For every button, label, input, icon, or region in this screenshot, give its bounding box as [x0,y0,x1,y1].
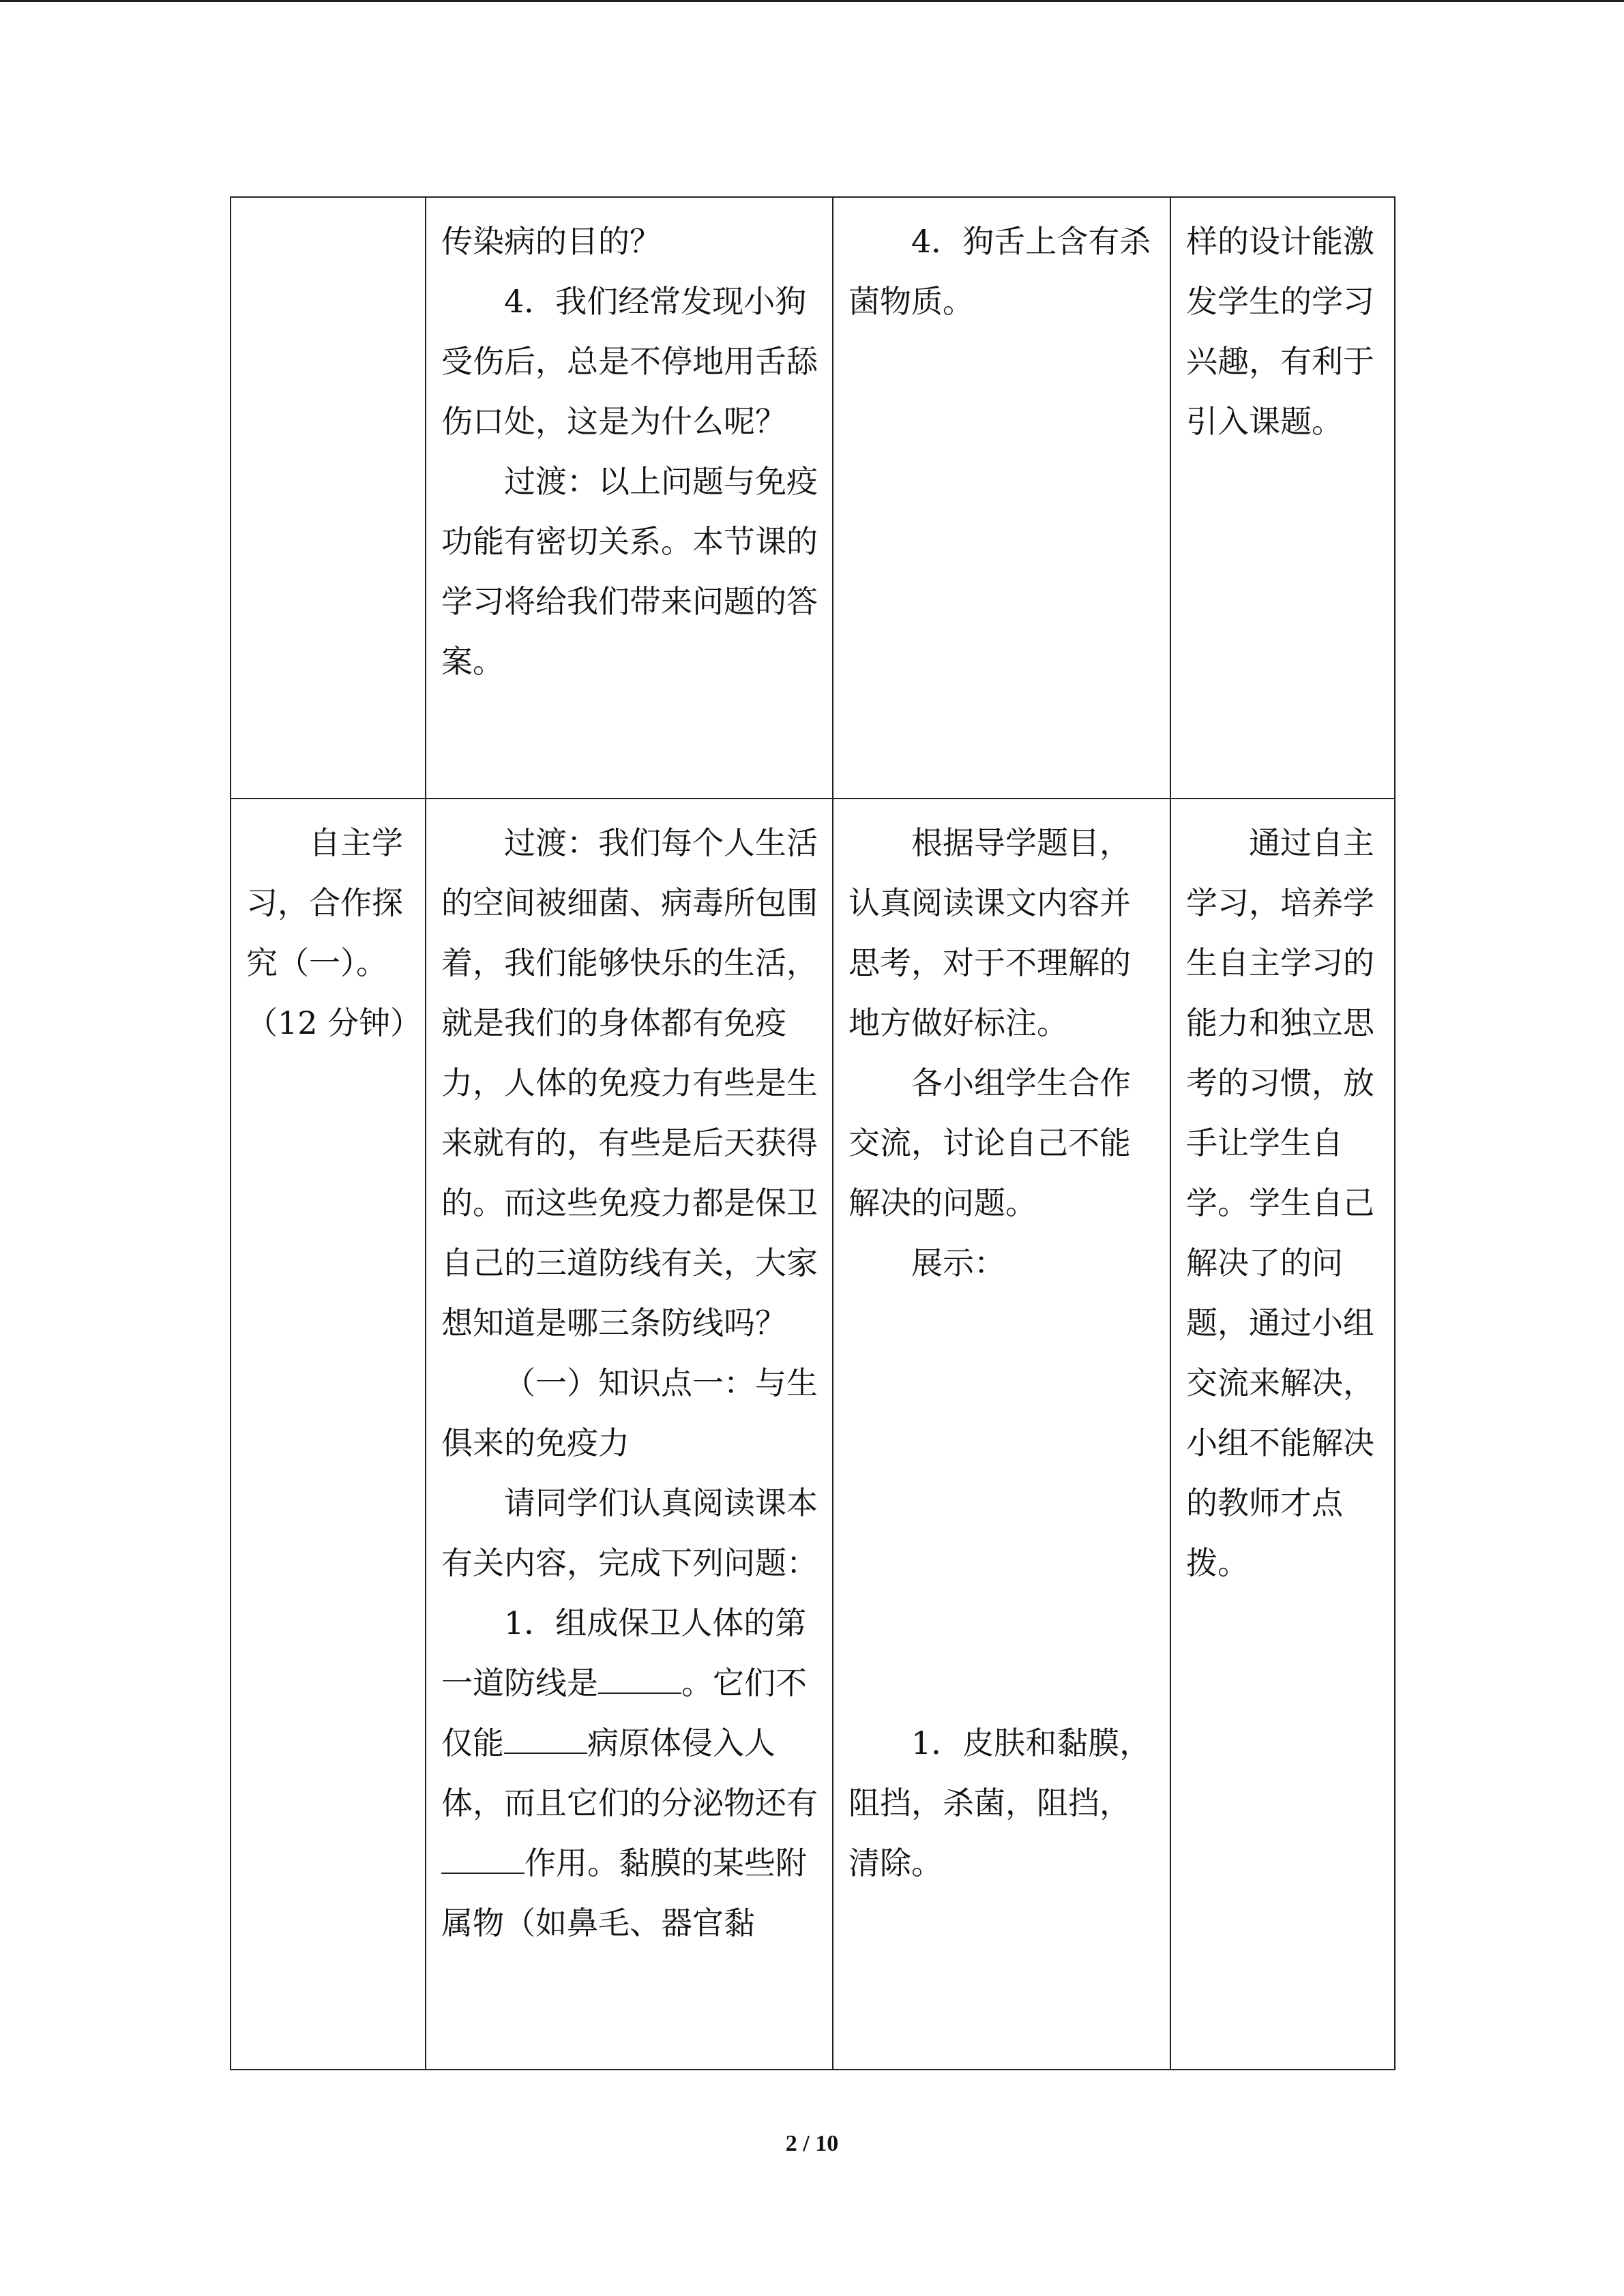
teacher-activity-cell [426,799,833,2070]
fill-blank-question [441,1593,818,1953]
stage-text: 自主学习，合作探究（一）。（12 分钟） [246,824,422,1041]
student-instruction: 展示： [911,1244,1005,1281]
student-instruction: 根据导学题目，认真阅读课文内容并思考，对于不理解的地方做好标注。 [848,824,1131,1041]
spacer [848,1473,1156,1533]
question-text: 病原体侵入人体，而且它们的分泌物还有 [441,1725,818,1821]
student-answer: 1．皮肤和黏膜，阻挡，杀菌，阻挡，清除。 [848,1725,1151,1881]
answer-blank [504,1714,587,1754]
answer-blank [598,1654,681,1694]
question-text: 。它们不仅能 [441,1665,807,1761]
spacer [848,1593,1156,1653]
spacer [848,1353,1156,1413]
design-intent-text: 通过自主学习，培养学生自主学习的能力和独立思考的习惯，放手让学生自学。学生自己解决了的问题，通过小组交流来解决，小组不能解决的教师才点拨。 [1186,824,1374,1581]
teacher-activity-cell [426,197,833,799]
answer-blank [441,1834,525,1874]
question-text: 1．组成保卫人体的第一道防线是 [441,1605,807,1701]
lesson-plan-table [230,196,1396,2070]
design-intent-text: 样的设计能激发学生的学习兴趣，有利于引入课题。 [1186,223,1374,440]
student-activity-cell [833,197,1170,799]
teacher-text: 传染病的目的？ [441,223,661,260]
student-activity-cell [833,799,1170,2070]
student-answer: 4．狗舌上含有杀菌物质。 [848,223,1151,320]
reading-task: 请同学们认真阅读课本有关内容，完成下列问题： [441,1485,818,1581]
table-row [231,799,1395,2070]
spacer [848,1653,1156,1713]
design-intent-cell [1170,197,1395,799]
page-number: 2 / 10 [785,2131,839,2156]
design-intent-cell [1170,799,1395,2070]
teacher-transition: 过渡：我们每个人生活的空间被细菌、病毒所包围着，我们能够快乐的生活，就是我们的身体都有免疫力，人体的免疫力有些是生来就有的，有些是后天获得的。而这些免疫力都是保卫自己的三道防线有关，大家想知道是哪三条防线吗？ [441,824,818,1341]
spacer [848,1293,1156,1353]
top-border-line [0,0,1624,2]
teacher-question: 4．我们经常发现小狗受伤后，总是不停地用舌舔伤口处，这是为什么呢？ [441,283,818,440]
knowledge-point-heading: （一）知识点一：与生俱来的免疫力 [441,1365,818,1461]
spacer [848,1533,1156,1593]
table-row [231,197,1395,799]
question-text: 作用。黏膜的某些附属物（如鼻毛、器官黏 [441,1845,807,1941]
stage-cell [231,799,426,2070]
student-instruction: 各小组学生合作交流，讨论自己不能解决的问题。 [848,1064,1131,1221]
stage-cell [231,197,426,799]
spacer [848,1413,1156,1473]
teacher-transition: 过渡：以上问题与免疫功能有密切关系。本节课的学习将给我们带来问题的答案。 [441,463,818,680]
